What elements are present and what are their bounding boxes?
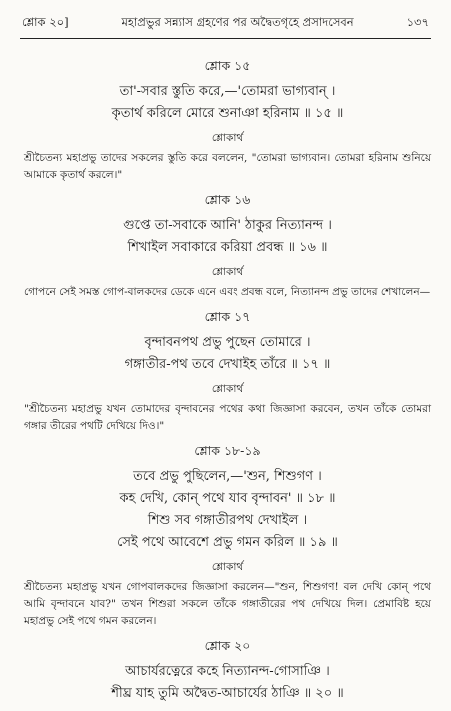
verse-line: বৃন্দাবনপথ প্রভু পুছেন তোমারে । bbox=[144, 335, 311, 350]
verse-line: আচার্যরত্নেরে কহে নিত্যানন্দ-গোসাঞি । bbox=[125, 664, 330, 679]
verse-line: শীঘ্র যাহ তুমি অদ্বৈত-আচার্যের ঠাঞি ॥ ২০ ॥ bbox=[111, 686, 344, 701]
translation-heading: শ্লোকার্থ bbox=[211, 132, 244, 144]
translation-text: শ্রীচৈতন্য মহাপ্রভু যখন গোপবালকদের জিজ্ঞাসা করলেন—"শুন, শিশুগণ! বল দেখি কোন্ পথে আমি বৃন্দাবনে যাব?" তখন শিশুরা সকলে তাঁকে গঙ্গাতীরের পথ দেখিয়ে দিল। প্রেমাবিষ্ট হয়ে মহাপ্রভু সেই পথে গমন করলেন। bbox=[24, 581, 431, 627]
verse-text bbox=[24, 81, 431, 125]
translation-text: শ্রীচৈতন্য মহাপ্রভু তাদের সকলের স্তুতি করে বললেন, "তোমরা ভাগ্যবান। তোমরা হরিনাম শুনিয়ে আমাকে কৃতার্থ করলে।" bbox=[24, 152, 431, 181]
translation-text: "শ্রীচৈতন্য মহাপ্রভু যখন তোমাদের বৃন্দাবনের পথের কথা জিজ্ঞাসা করবেন, তখন তাঁকে তোমরা গঙ্গার তীরের পথটি দেখিয়ে দিও।" bbox=[24, 403, 431, 432]
translation-heading: শ্লোকার্থ bbox=[211, 266, 244, 278]
verse-line: কৃতার্থ করিলে মোরে শুনাঞা হরিনাম ॥ ১৫ ॥ bbox=[111, 106, 344, 121]
verse-text bbox=[24, 661, 431, 705]
translation-text: গোপনে সেই সমস্ত গোপ-বালকদের ডেকে এনে এবং প্রবন্ধ বলে, নিত্যানন্দ প্রভু তাদের শেখালেন— bbox=[24, 286, 431, 298]
header-page-number: ১৩৭ bbox=[406, 15, 429, 29]
header-rule bbox=[20, 38, 431, 39]
verse-line: গুপ্তে তা-সবাকে আনি' ঠাকুর নিত্যানন্দ । bbox=[123, 218, 332, 233]
verse-heading: শ্লোক ২০ bbox=[204, 638, 251, 653]
verse-heading: শ্লোক ১৭ bbox=[204, 309, 251, 324]
translation-heading: শ্লোকার্থ bbox=[211, 561, 244, 573]
verse-line: শিশু সব গঙ্গাতীরপথ দেখাইল । bbox=[147, 513, 308, 528]
translation-heading: শ্লোকার্থ bbox=[211, 383, 244, 395]
verse-heading: শ্লোক ১৮-১৯ bbox=[194, 443, 261, 458]
page-body bbox=[24, 58, 431, 711]
header-verse-ref: শ্লোক ২০] bbox=[22, 15, 69, 29]
verse-heading: শ্লোক ১৫ bbox=[204, 58, 251, 73]
verse-line: তবে প্রভু পুছিলেন,—'শুন, শিশুগণ । bbox=[133, 469, 322, 484]
page-header bbox=[22, 14, 429, 33]
verse-text bbox=[24, 332, 431, 376]
verse-line: কহ দেখি, কোন্ পথে যাব বৃন্দাবন' ॥ ১৮ ॥ bbox=[119, 491, 336, 506]
header-chapter-title: মহাপ্রভুর সন্ন্যাস গ্রহণের পর অদ্বৈতগৃহে প্রসাদসেবন bbox=[121, 15, 354, 29]
verse-text bbox=[24, 215, 431, 259]
verse-line: শিখাইল সবাকারে করিয়া প্রবন্ধ ॥ ১৬ ॥ bbox=[127, 240, 328, 255]
verse-heading: শ্লোক ১৬ bbox=[204, 192, 251, 207]
verse-line: তা'-সবার স্তুতি করে,—'তোমরা ভাগ্যবান্ । bbox=[119, 84, 336, 99]
verse-line: গঙ্গাতীর-পথ তবে দেখাইহ তাঁরে ॥ ১৭ ॥ bbox=[124, 357, 331, 372]
verse-text bbox=[24, 466, 431, 554]
verse-line: সেই পথে আবেশে প্রভু গমন করিল ॥ ১৯ ॥ bbox=[117, 535, 338, 550]
